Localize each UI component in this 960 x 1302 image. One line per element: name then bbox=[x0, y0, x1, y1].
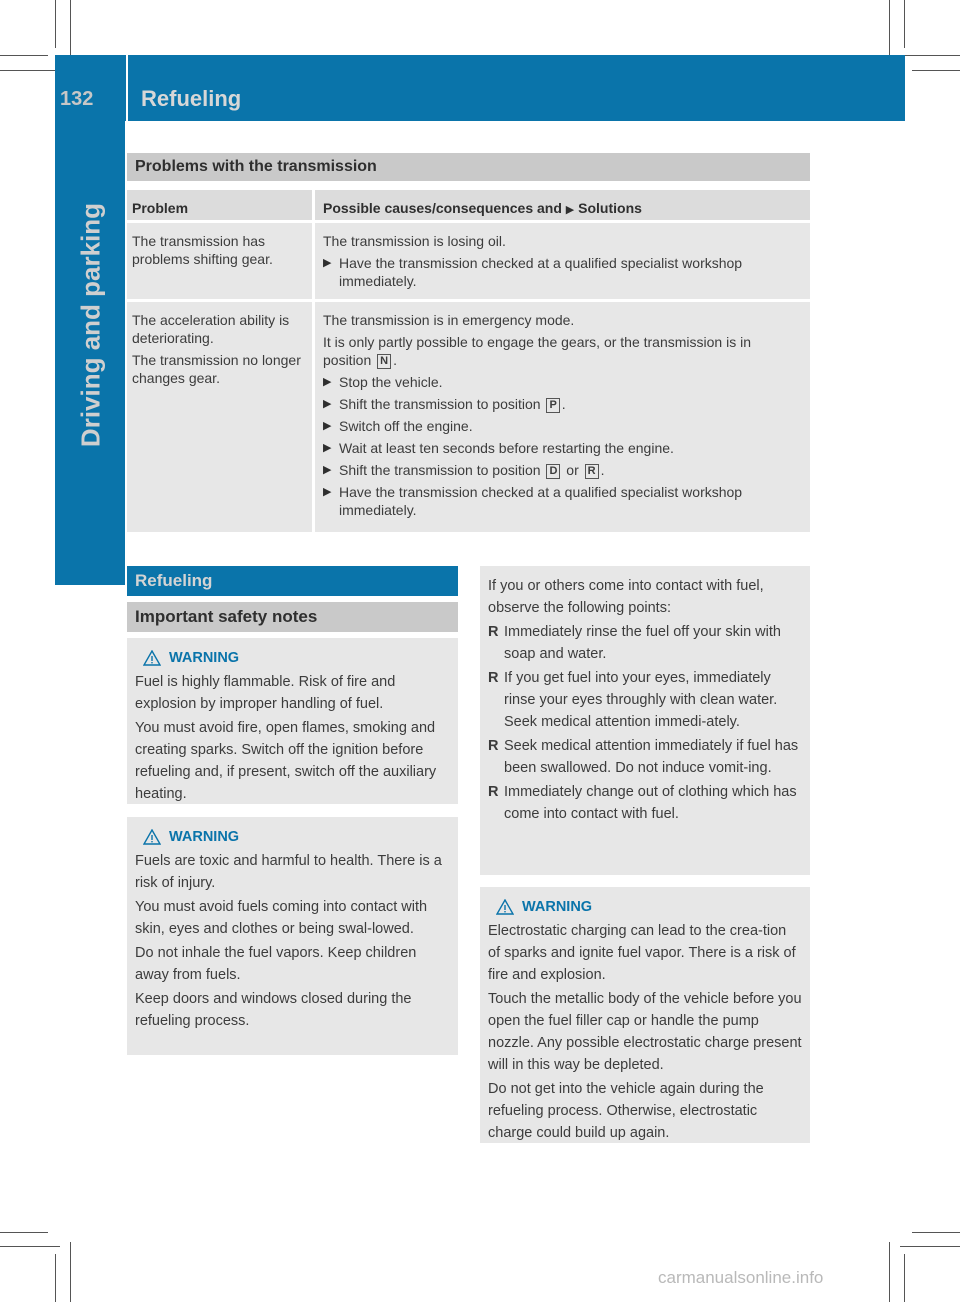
list-item: R Immediately rinse the fuel off your skin with soap and water. bbox=[488, 624, 781, 662]
chapter-tab-end bbox=[55, 528, 125, 585]
section-heading-refueling: Refueling bbox=[127, 566, 458, 596]
table-header-row bbox=[127, 190, 810, 220]
problem-cell: The transmission has problems shifting gear. bbox=[127, 223, 312, 299]
gear-key-d: D bbox=[546, 464, 560, 479]
action-step: ▶ Have the transmission checked at a qualified specialist workshop immediately. bbox=[323, 255, 743, 289]
page-title: Refueling bbox=[141, 86, 242, 111]
gear-key-p: P bbox=[546, 398, 559, 413]
action-step: ▶ Stop the vehicle. bbox=[323, 374, 443, 390]
arrow-right-icon: ▶ bbox=[323, 420, 332, 432]
crop-mark bbox=[904, 1254, 905, 1302]
warning-label: WARNING bbox=[522, 899, 593, 915]
arrow-right-icon: ▶ bbox=[323, 486, 332, 498]
list-item: R Immediately change out of clothing which has come into contact with fuel. bbox=[488, 784, 797, 822]
column-header-problem: Problem bbox=[127, 190, 312, 220]
crop-mark bbox=[55, 1254, 56, 1302]
problem-cell: The acceleration ability is deteriorating. The transmission no longer changes gear. bbox=[127, 302, 312, 532]
warning-box: WARNING Fuel is highly flammable. Risk of fire and explosion by improper handling of fuel. You must avoid fire, open flames, smoking and creating sparks. Switch off the ignition before refueling and, if present, switch off the auxiliary heating. bbox=[127, 638, 458, 804]
warning-triangle-icon bbox=[496, 899, 514, 915]
arrow-right-icon: ▶ bbox=[323, 442, 332, 454]
action-step: ▶ Have the transmission checked at a qualified specialist workshop immediately. bbox=[323, 484, 743, 518]
warning-box: WARNING Electrostatic charging can lead to the crea-tion of sparks and ignite fuel vapor. There is a risk of fire and explosion. Touch the metallic body of the vehicle before you open the fuel filler cap or handle the pump nozzle. Any possible electrostatic charge present will in this way be depleted. Do not get into the vehicle again during the refueling process. Otherwise, electrostatic charge could build up again. bbox=[480, 887, 810, 1143]
arrow-right-icon: ▶ bbox=[565, 204, 575, 216]
crop-mark bbox=[0, 55, 48, 56]
fuel-contact-box: If you or others come into contact with fuel, observe the following points: R Immediately rinse the fuel off your skin with soap and water. R If you get fuel into your eyes, immediately rinse your eyes throughly with clean water. Seek medical attention immedi-ately. R Seek medical attention immediately if fuel has been swallowed. Do not induce vomit-ing. R Immediately change out of clothing which has come into contact with fuel. bbox=[480, 566, 810, 875]
arrow-right-icon: ▶ bbox=[323, 257, 332, 269]
table-row bbox=[127, 302, 810, 532]
arrow-right-icon: ▶ bbox=[323, 464, 332, 476]
warning-triangle-icon bbox=[143, 650, 161, 666]
chapter-label: Driving and parking bbox=[75, 202, 106, 448]
watermark-link[interactable]: carmanualsonline.info bbox=[658, 1268, 824, 1287]
crop-mark bbox=[0, 1232, 48, 1233]
list-item: R Seek medical attention immediately if fuel has been swallowed. Do not induce vomit-ing. bbox=[488, 738, 799, 776]
warning-triangle-icon bbox=[143, 829, 161, 845]
section-heading-transmission: Problems with the transmission bbox=[127, 153, 810, 181]
crop-mark bbox=[904, 0, 905, 48]
crop-mark bbox=[0, 70, 60, 71]
action-step: ▶ Switch off the engine. bbox=[323, 418, 473, 434]
solution-cell: The transmission is losing oil. ▶ Have the transmission checked at a qualified specialist workshop immediately. bbox=[315, 223, 810, 299]
crop-mark bbox=[70, 0, 71, 60]
crop-mark bbox=[900, 55, 960, 56]
warning-label: WARNING bbox=[169, 829, 240, 845]
solution-cell: The transmission is in emergency mode. It is only partly possible to engage the gears, or the transmission is in position N . ▶ Stop the vehicle. ▶ Shift the transmission to position P . ▶ Switch off the engine. ▶ Wait at least ten seconds before restarting the engine. ▶ Shift the transmission to position D or R . ▶ Have the transmission checked at a qualified specialist workshop immediately. bbox=[315, 302, 810, 532]
crop-mark bbox=[900, 1246, 960, 1247]
warning-label: WARNING bbox=[169, 650, 240, 666]
transmission-table bbox=[127, 190, 810, 535]
action-step: ▶ Shift the transmission to position D or R . bbox=[323, 462, 605, 478]
table-row bbox=[127, 223, 810, 299]
crop-mark bbox=[889, 0, 890, 60]
action-step: ▶ Wait at least ten seconds before restarting the engine. bbox=[323, 440, 674, 456]
gear-key-n: N bbox=[377, 354, 391, 369]
arrow-right-icon: ▶ bbox=[323, 398, 332, 410]
crop-mark bbox=[912, 70, 960, 71]
page-number: 132 bbox=[60, 88, 94, 110]
column-header-solutions: Possible causes/consequences and ▶ Solutions bbox=[315, 190, 810, 220]
crop-mark bbox=[55, 0, 56, 48]
list-item: R If you get fuel into your eyes, immediately rinse your eyes throughly with clean water. Seek medical attention immedi-ately. bbox=[488, 670, 778, 730]
subheading-safety-notes: Important safety notes bbox=[127, 602, 458, 632]
action-step: ▶ Shift the transmission to position P . bbox=[323, 396, 566, 412]
arrow-right-icon: ▶ bbox=[323, 376, 332, 388]
gear-key-r: R bbox=[585, 464, 599, 479]
crop-mark bbox=[70, 1242, 71, 1302]
header-divider bbox=[126, 55, 128, 121]
crop-mark bbox=[0, 1246, 60, 1247]
warning-box: WARNING Fuels are toxic and harmful to health. There is a risk of injury. You must avoid fuels coming into contact with skin, eyes and clothes or being swal-lowed. Do not inhale the fuel vapors. Keep children away from fuels. Keep doors and windows closed during the refueling process. bbox=[127, 817, 458, 1055]
crop-mark bbox=[912, 1232, 960, 1233]
crop-mark bbox=[889, 1242, 890, 1302]
